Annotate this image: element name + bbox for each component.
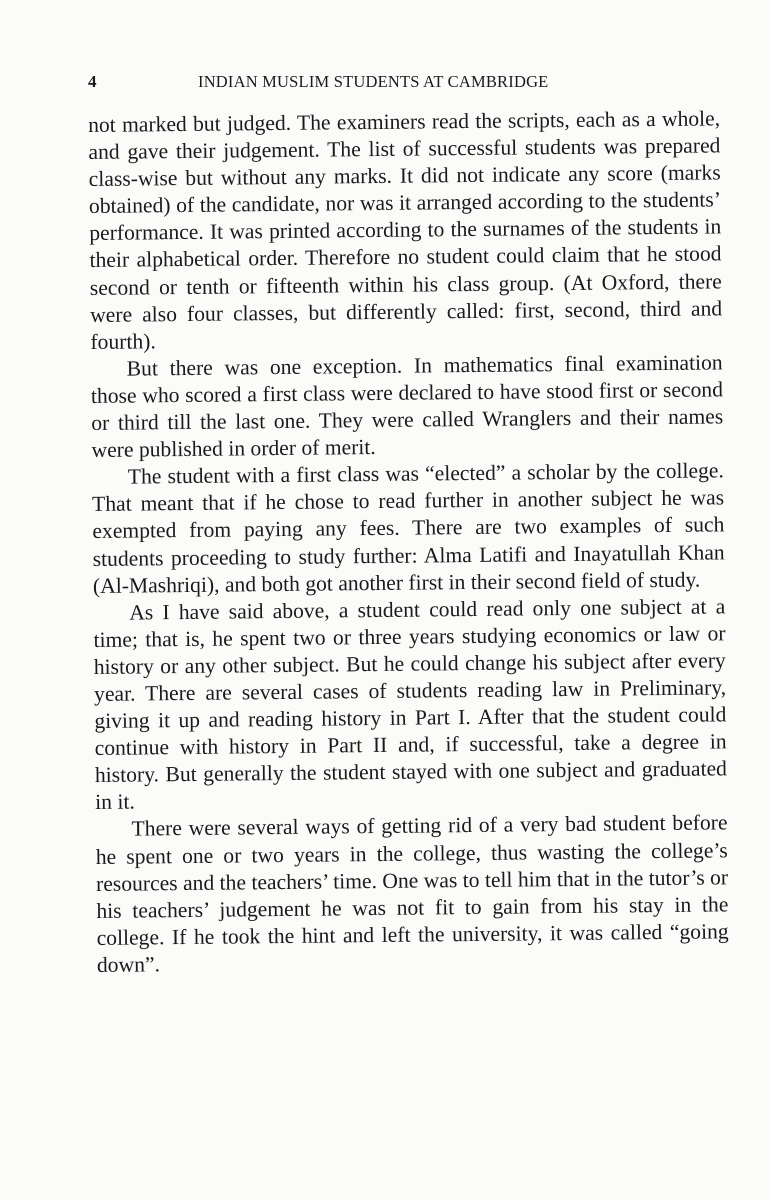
running-title: INDIAN MUSLIM STUDENTS AT CAMBRIDGE: [198, 72, 549, 91]
paragraph-subjects: As I have said above, a student could read only one subject at a time; that is, he spent two or three years studying economics or law or history or any other subject. But he could change his subject after every year. There are several cases of students reading law in Preliminary, giving it up and reading history in Part I. After that the student could continue with history in Part II and, if successful, take a degree in history. But generally the student stayed with one subject and graduated in it.: [93, 594, 728, 815]
page-number: 4: [88, 72, 97, 91]
paragraph-scholar: The student with a first class was “elected” a scholar by the college. That meant that if he chose to read further in another subject he was exempted from paying any fees. There are two examples of such students proceeding to study further: Alma Latifi and Inayatullah Khan (Al-Mashriqi), and both got another first in their second field of study.: [91, 458, 725, 598]
paragraph-continued: not marked but judged. The examiners read the scripts, each as a whole, and gave their judgement. The list of successful students was prepared class-wise but without any marks. It did not indicate any score (marks obtained) of the candidate, nor was it arranged according to the students’ performance. It was printed according to the surnames of the students in their alphabetical order. Therefore no student could claim that he stood second or tenth or fifteenth within his class group. (At Oxford, there were also four classes, but differently called: first, second, third and fourth).: [88, 106, 723, 354]
paragraph-exception: But there was one exception. In mathematics final examination those who scored a first class were declared to have stood first or second or third till the last one. They were called Wranglers and their names were published in order of merit.: [90, 350, 724, 463]
body-text: [88, 105, 729, 979]
running-header: [88, 72, 718, 98]
paragraph-going-down: There were several ways of getting rid of a very bad student before he spent one or two years in the college, thus wasting the college’s resources and the teachers’ time. One was to tell him that in the tutor’s or his teachers’ judgement he was not fit to gain from his stay in the college. If he took the hint and left the university, it was called “going down”.: [95, 810, 729, 977]
